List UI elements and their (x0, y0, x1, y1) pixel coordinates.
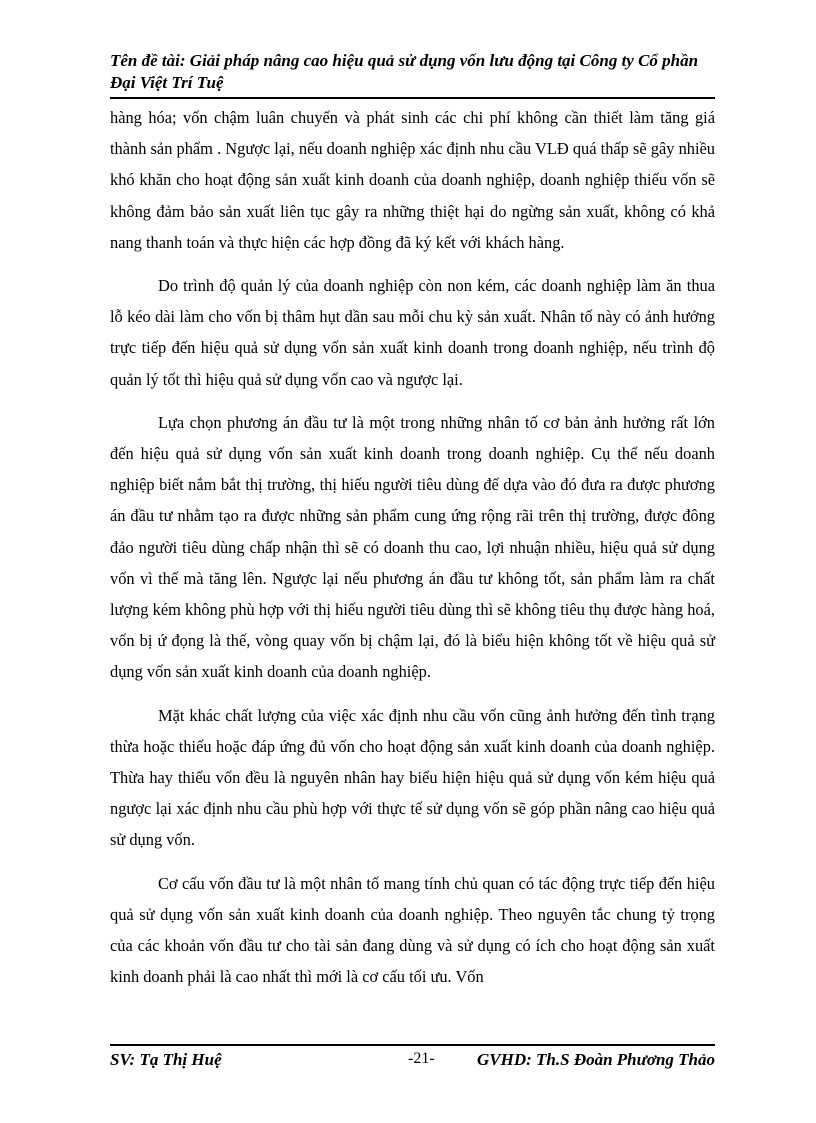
paragraph: Mặt khác chất lượng của việc xác định nhu cầu vốn cũng ảnh hưởng đến tình trạng thừa hoặc thiếu hoặc đáp ứng đủ vốn cho hoạt động sản xuất kinh doanh của doanh nghiệp. Thừa hay thiếu vốn đều là nguyên nhân hay biểu hiện hiệu quả sử dụng vốn kém hiệu quả ngược lại xác định nhu cầu phù hợp với thực tế sử dụng vốn sẽ góp phần nâng cao hiệu quả sử dụng vốn. (110, 705, 715, 850)
paragraph-continued: hàng hóa; vốn chậm luân chuyển và phát sinh các chi phí không cần thiết làm tăng giá thành sản phẩm . Ngược lại, nếu doanh nghiệp xác định nhu cầu VLĐ quá thấp sẽ gây nhiều khó khăn cho hoạt động sản xuất kinh doanh của doanh nghiệp, doanh nghiệp thiếu vốn sẽ không đảm bảo sản xuất liên tục gây ra những thiệt hại do ngừng sản xuất, không có khả nang thanh toán và thực hiện các hợp đồng đã ký kết với khách hàng. (110, 108, 715, 252)
page-number: -21- (408, 1050, 435, 1067)
footer-divider (110, 1044, 715, 1046)
paragraph: Do trình độ quản lý của doanh nghiệp còn non kém, các doanh nghiệp làm ăn thua lỗ kéo dài làm cho vốn bị thâm hụt dần sau mỗi chu kỳ sản xuất. Nhân tố này có ảnh hưởng trực tiếp đến hiệu quả sử dụng vốn sản xuất kinh doanh trong doanh nghiệp, nếu trình độ quản lý tốt thì hiệu quả sử dụng vốn cao và ngược lại. (110, 276, 715, 389)
document-body (110, 102, 715, 1004)
document-header-title: Tên đề tài: Giải pháp nâng cao hiệu quả sử dụng vốn lưu động tại Công ty Cổ phần Đại Việt Trí Tuệ (110, 51, 699, 92)
document-footer (110, 1050, 715, 1074)
header-divider (110, 97, 715, 99)
footer-advisor-name: GVHD: Th.S Đoàn Phương Thảo (477, 1050, 715, 1069)
paragraph: Lựa chọn phương án đầu tư là một trong những nhân tố cơ bản ảnh hưởng rất lớn đến hiệu quả sử dụng vốn sản xuất kinh doanh trong doanh nghiệp. Cụ thể nếu doanh nghiệp biết nắm bắt thị trường, thị hiếu người tiêu dùng để dựa vào đó đưa ra được phương án đầu tư nhằm tạo ra được những sản phẩm cung ứng rộng rãi trên thị trường, được đông đảo người tiêu dùng chấp nhận thì sẽ có doanh thu cao, lợi nhuận nhiều, hiệu quả sử dụng vốn vì thế mà tăng lên. Ngược lại nếu phương án đầu tư không tốt, sản phẩm làm ra chất lượng kém không phù hợp với thị hiếu người tiêu dùng thì sẽ không tiêu thụ được hàng hoá, vốn bị ứ đọng là thế, vòng quay vốn bị chậm lại, đó là biểu hiện không tốt về hiệu quả sử dụng vốn sản xuất kinh doanh của doanh nghiệp. (110, 412, 715, 682)
paragraph: Cơ cấu vốn đầu tư là một nhân tố mang tính chủ quan có tác động trực tiếp đến hiệu quả sử dụng vốn sản xuất kinh doanh của doanh nghiệp. Theo nguyên tắc chung tỷ trọng của các khoản vốn đầu tư cho tài sản đang dùng và sử dụng có ích cho hoạt động sản xuất kinh doanh phải là cao nhất thì mới là cơ cấu tối ưu. Vốn (110, 873, 715, 987)
footer-student-name: SV: Tạ Thị Huệ (110, 1050, 222, 1069)
